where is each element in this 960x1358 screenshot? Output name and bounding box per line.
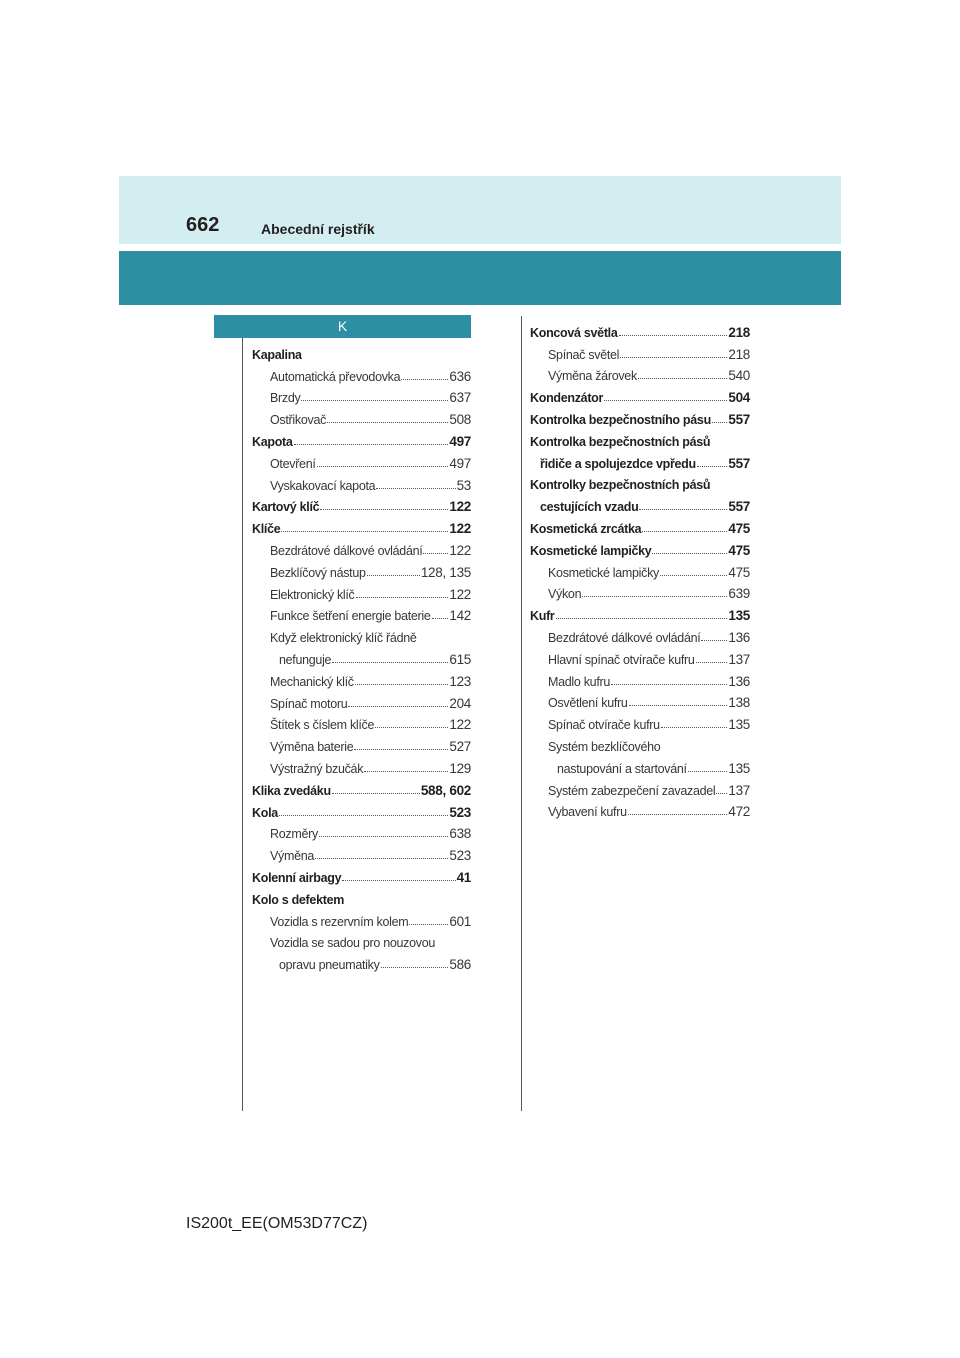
index-entry bbox=[530, 710, 750, 732]
dot-leader bbox=[620, 357, 727, 358]
column-divider-right bbox=[521, 316, 522, 1111]
dot-leader bbox=[432, 618, 449, 619]
index-entry-page: 639 bbox=[728, 586, 750, 602]
index-entry-page: 136 bbox=[728, 629, 750, 645]
index-entry-label: Kontrolka bezpečnostních pásů bbox=[530, 434, 711, 449]
index-entry-page: 218 bbox=[728, 324, 750, 340]
index-letter-heading: K bbox=[214, 315, 471, 338]
index-entry-page: 122 bbox=[449, 586, 471, 602]
index-entry-label: Rozměry bbox=[270, 827, 318, 842]
index-entry-page: 504 bbox=[728, 390, 750, 406]
index-entry bbox=[252, 645, 471, 667]
index-entry-label: Vybavení kufru bbox=[548, 805, 627, 820]
index-entry-page: 122 bbox=[449, 499, 471, 515]
index-entry-label: Funkce šetření energie baterie bbox=[270, 609, 431, 624]
dot-leader bbox=[355, 684, 449, 685]
index-entry-label: Osvětlení kufru bbox=[548, 696, 628, 711]
index-entry-page: 204 bbox=[449, 695, 471, 711]
index-entry bbox=[530, 514, 750, 536]
dot-leader bbox=[375, 727, 448, 728]
index-entry-label: Kola bbox=[252, 805, 278, 820]
index-entry-page: 615 bbox=[449, 651, 471, 667]
index-entry-page: 523 bbox=[449, 804, 471, 820]
index-entry bbox=[252, 798, 471, 820]
dot-leader bbox=[629, 705, 728, 706]
index-entry bbox=[252, 427, 471, 449]
index-entry-label: Vozidla s rezervním kolem bbox=[270, 914, 409, 929]
index-entry-label: opravu pneumatiky bbox=[279, 958, 380, 973]
index-entry-label: Kolo s defektem bbox=[252, 892, 345, 907]
index-entry-label: Kosmetické lampičky bbox=[548, 565, 659, 580]
index-entry-label: Klika zvedáku bbox=[252, 783, 331, 798]
dot-leader bbox=[319, 836, 448, 837]
dot-leader bbox=[697, 466, 728, 467]
index-entry bbox=[252, 384, 471, 406]
dot-leader bbox=[696, 662, 728, 663]
index-entry bbox=[252, 405, 471, 427]
index-entry-label: Výstražný bzučák bbox=[270, 761, 364, 776]
index-entry-page: 540 bbox=[728, 368, 750, 384]
dot-leader bbox=[701, 640, 727, 641]
dot-leader bbox=[327, 422, 448, 423]
index-column-left bbox=[252, 340, 471, 972]
index-entry-label: nefunguje bbox=[279, 652, 332, 667]
index-entry bbox=[530, 558, 750, 580]
dot-leader bbox=[317, 466, 449, 467]
dot-leader bbox=[660, 575, 727, 576]
index-entry-label: nastupování a startování bbox=[557, 761, 687, 776]
index-entry-label: Klíče bbox=[252, 522, 281, 537]
index-entry-label: Automatická převodovka bbox=[270, 369, 401, 384]
index-entry bbox=[530, 580, 750, 602]
index-entry-label: Systém zabezpečení zavazadel bbox=[548, 783, 716, 798]
index-entry bbox=[252, 820, 471, 842]
index-entry-label: Kosmetická zrcátka bbox=[530, 521, 642, 536]
index-entry-page: 129 bbox=[449, 760, 471, 776]
dot-leader bbox=[409, 924, 448, 925]
dot-leader bbox=[611, 684, 727, 685]
index-entry-page: 475 bbox=[728, 520, 750, 536]
index-column-right bbox=[530, 318, 750, 819]
dot-leader bbox=[688, 771, 728, 772]
index-entry bbox=[252, 776, 471, 798]
index-entry-page: 475 bbox=[728, 542, 750, 558]
index-entry bbox=[530, 689, 750, 711]
index-entry bbox=[252, 471, 471, 493]
index-entry bbox=[530, 776, 750, 798]
index-entry-label: Kolenní airbagy bbox=[252, 870, 342, 885]
index-entry bbox=[530, 732, 750, 754]
index-entry-page: 637 bbox=[449, 390, 471, 406]
section-title: Abecední rejstřík bbox=[261, 221, 375, 237]
index-entry-page: 123 bbox=[449, 673, 471, 689]
dot-leader bbox=[332, 662, 448, 663]
index-entry bbox=[252, 362, 471, 384]
index-entry-label: Výkon bbox=[548, 587, 582, 602]
index-entry-label: Hlavní spínač otvírače kufru bbox=[548, 652, 695, 667]
index-entry-page: 497 bbox=[449, 455, 471, 471]
index-entry-label: Výměna baterie bbox=[270, 740, 354, 755]
index-entry-page: 137 bbox=[728, 782, 750, 798]
index-entry-label: Kapalina bbox=[252, 347, 302, 362]
index-entry-page: 136 bbox=[728, 673, 750, 689]
index-entry-label: Otevření bbox=[270, 456, 316, 471]
dot-leader bbox=[381, 967, 449, 968]
index-entry bbox=[530, 798, 750, 820]
dot-leader bbox=[342, 880, 455, 881]
dot-leader bbox=[281, 531, 448, 532]
index-entry-label: Spínač světel bbox=[548, 347, 620, 362]
index-entry bbox=[252, 449, 471, 471]
index-entry bbox=[252, 907, 471, 929]
index-entry bbox=[530, 601, 750, 623]
index-entry-page: 122 bbox=[449, 717, 471, 733]
header-band bbox=[119, 176, 841, 244]
index-entry-page: 142 bbox=[449, 608, 471, 624]
index-entry bbox=[252, 711, 471, 733]
dot-leader bbox=[423, 553, 448, 554]
dot-leader bbox=[332, 793, 420, 794]
index-entry bbox=[252, 841, 471, 863]
index-entry bbox=[252, 558, 471, 580]
index-entry-page: 41 bbox=[456, 869, 471, 885]
dot-leader bbox=[364, 771, 448, 772]
index-entry-label: cestujících vzadu bbox=[540, 500, 639, 515]
index-entry-label: Kondenzátor bbox=[530, 391, 604, 406]
index-entry-label: Spínač motoru bbox=[270, 696, 348, 711]
index-entry-label: řidiče a spolujezdce vpředu bbox=[540, 456, 696, 471]
index-entry-label: Výměna žárovek bbox=[548, 369, 637, 384]
index-entry-page: 527 bbox=[449, 739, 471, 755]
dot-leader bbox=[619, 335, 728, 336]
index-entry bbox=[252, 536, 471, 558]
index-entry-page: 128, 135 bbox=[420, 564, 471, 580]
index-entry-page: 472 bbox=[728, 804, 750, 820]
dot-leader bbox=[639, 509, 727, 510]
index-entry bbox=[530, 667, 750, 689]
index-entry-label: Štítek s číslem klíče bbox=[270, 718, 375, 733]
index-entry-page: 218 bbox=[728, 346, 750, 362]
index-entry-label: Kosmetické lampičky bbox=[530, 543, 652, 558]
index-entry-page: 53 bbox=[456, 477, 471, 493]
index-entry-label: Ostřikovač bbox=[270, 413, 327, 428]
dot-leader bbox=[582, 596, 727, 597]
index-entry bbox=[530, 492, 750, 514]
index-entry bbox=[252, 929, 471, 951]
index-entry-label: Madlo kufru bbox=[548, 674, 611, 689]
index-entry-label: Systém bezklíčového bbox=[548, 739, 661, 754]
dot-leader bbox=[294, 444, 449, 445]
index-entry-page: 601 bbox=[449, 913, 471, 929]
index-entry bbox=[252, 514, 471, 536]
dot-leader bbox=[356, 597, 449, 598]
index-entry-page: 588, 602 bbox=[420, 782, 471, 798]
index-entry-label: Bezdrátové dálkové ovládání bbox=[270, 543, 423, 558]
index-entry bbox=[530, 623, 750, 645]
index-entry bbox=[252, 493, 471, 515]
index-entry-label: Spínač otvírače kufru bbox=[548, 718, 660, 733]
dot-leader bbox=[376, 488, 455, 489]
index-entry-label: Kontrolky bezpečnostních pásů bbox=[530, 478, 711, 493]
index-entry-label: Výměna bbox=[270, 849, 315, 864]
index-entry-page: 508 bbox=[449, 412, 471, 428]
index-entry-label: Vyskakovací kapota bbox=[270, 478, 376, 493]
index-entry bbox=[252, 754, 471, 776]
index-entry-page: 557 bbox=[728, 499, 750, 515]
dot-leader bbox=[652, 553, 727, 554]
index-entry bbox=[530, 405, 750, 427]
index-entry-page: 122 bbox=[449, 542, 471, 558]
dot-leader bbox=[320, 509, 448, 510]
dot-leader bbox=[401, 379, 448, 380]
dot-leader bbox=[642, 531, 727, 532]
index-entry-page: 557 bbox=[728, 411, 750, 427]
index-entry-page: 497 bbox=[449, 433, 471, 449]
index-entry bbox=[530, 340, 750, 362]
index-entry bbox=[252, 602, 471, 624]
index-entry-page: 586 bbox=[449, 957, 471, 973]
index-entry bbox=[530, 471, 750, 493]
index-entry-label: Kontrolka bezpečnostního pásu bbox=[530, 412, 711, 427]
dot-leader bbox=[661, 727, 728, 728]
index-entry-page: 475 bbox=[728, 564, 750, 580]
index-entry-label: Kufr bbox=[530, 609, 555, 624]
dot-leader bbox=[716, 793, 727, 794]
index-entry-page: 638 bbox=[449, 826, 471, 842]
index-entry-page: 122 bbox=[449, 521, 471, 537]
index-entry-page: 557 bbox=[728, 455, 750, 471]
dot-leader bbox=[367, 575, 420, 576]
index-entry bbox=[530, 383, 750, 405]
dot-leader bbox=[604, 400, 727, 401]
index-entry bbox=[252, 885, 471, 907]
dot-leader bbox=[628, 814, 728, 815]
dot-leader bbox=[638, 378, 727, 379]
index-entry-label: Kapota bbox=[252, 434, 293, 449]
index-entry-label: Když elektronický klíč řádně bbox=[270, 631, 417, 646]
index-entry bbox=[530, 449, 750, 471]
index-entry-page: 636 bbox=[449, 368, 471, 384]
dot-leader bbox=[556, 618, 728, 619]
index-entry bbox=[252, 950, 471, 972]
index-entry bbox=[252, 580, 471, 602]
index-entry-page: 138 bbox=[728, 695, 750, 711]
index-entry bbox=[530, 362, 750, 384]
dot-leader bbox=[354, 749, 448, 750]
index-entry-label: Bezklíčový nástup bbox=[270, 565, 366, 580]
dot-leader bbox=[315, 858, 448, 859]
index-entry-page: 137 bbox=[728, 651, 750, 667]
index-entry bbox=[530, 754, 750, 776]
dot-leader bbox=[279, 815, 448, 816]
index-entry bbox=[530, 645, 750, 667]
index-entry-label: Mechanický klíč bbox=[270, 674, 354, 689]
index-entry bbox=[530, 318, 750, 340]
index-entry-label: Elektronický klíč bbox=[270, 587, 355, 602]
model-code-footer: IS200t_EE(OM53D77CZ) bbox=[186, 1215, 368, 1232]
dot-leader bbox=[348, 706, 448, 707]
index-entry-label: Koncová světla bbox=[530, 325, 618, 340]
index-entry bbox=[252, 667, 471, 689]
index-entry bbox=[252, 623, 471, 645]
index-entry-label: Brzdy bbox=[270, 391, 301, 406]
index-entry-label: Vozidla se sadou pro nouzovou bbox=[270, 936, 436, 951]
page-number: 662 bbox=[186, 214, 220, 236]
index-entry bbox=[252, 689, 471, 711]
dot-leader bbox=[301, 400, 448, 401]
index-entry-page: 135 bbox=[728, 608, 750, 624]
index-entry bbox=[530, 427, 750, 449]
dot-leader bbox=[712, 422, 727, 423]
index-entry bbox=[252, 340, 471, 362]
index-entry-page: 135 bbox=[728, 717, 750, 733]
index-entry-label: Kartový klíč bbox=[252, 500, 320, 515]
index-entry-page: 523 bbox=[449, 848, 471, 864]
index-entry-label: Bezdrátové dálkové ovládání bbox=[548, 630, 701, 645]
index-entry-page: 135 bbox=[728, 760, 750, 776]
index-entry bbox=[252, 732, 471, 754]
column-divider-left bbox=[242, 316, 243, 1111]
header-accent-bar bbox=[119, 251, 841, 305]
index-entry bbox=[252, 863, 471, 885]
index-entry bbox=[530, 536, 750, 558]
